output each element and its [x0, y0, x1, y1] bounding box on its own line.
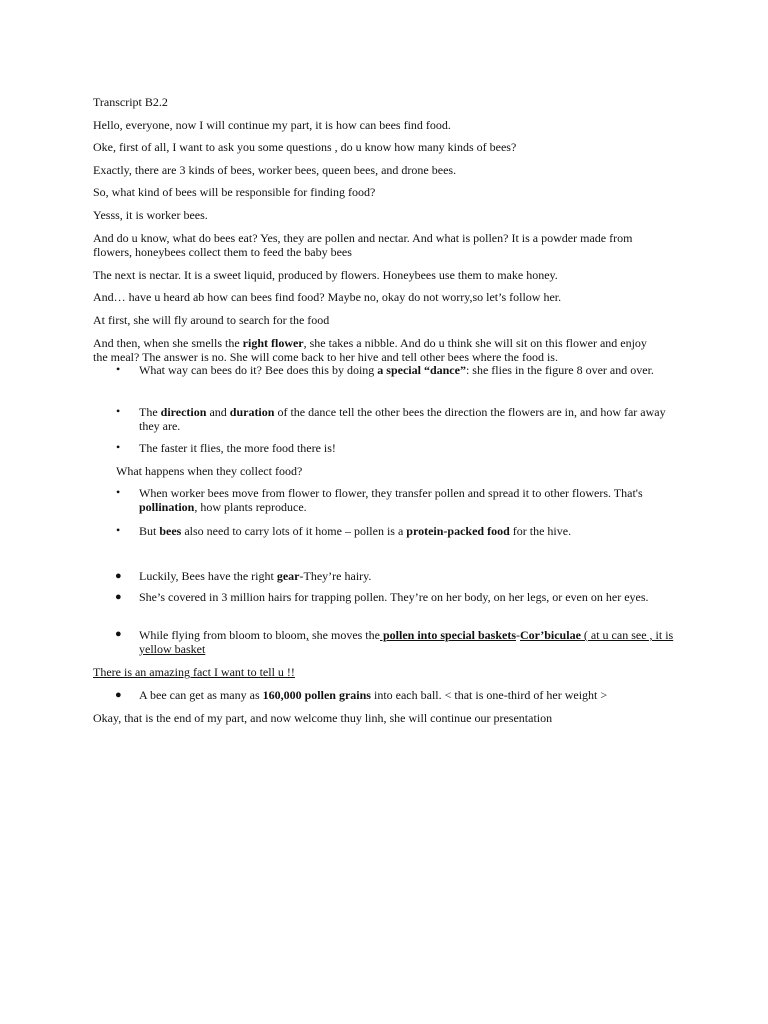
amazing-fact-heading: There is an amazing fact I want to tell u !! [93, 665, 295, 679]
paragraph-question-kinds: Oke, first of all, I want to ask you some questions , do u know how many kinds of bees? [93, 140, 517, 154]
list-item-gear: Luckily, Bees have the right gear-They’re hairy. [139, 569, 372, 583]
list-item-faster: The faster it flies, the more food there is! [139, 441, 336, 455]
paragraph-pollen: And do u know, what do bees eat? Yes, they are pollen and nectar. And what is pollen? It is a powder made from flowers, honeybees collect them to feed the baby bees [93, 231, 633, 259]
bullet-marker: • [116, 523, 121, 537]
paragraph-question-food: So, what kind of bees will be responsible for finding food? [93, 185, 376, 199]
bullet-marker: • [116, 404, 121, 418]
paragraph-fly-around: At first, she will fly around to search for the food [93, 313, 330, 327]
bullet-marker: • [116, 362, 121, 376]
paragraph-intro: Hello, everyone, now I will continue my part, it is how can bees find food. [93, 118, 451, 132]
list-item-direction: The direction and duration of the dance tell the other bees the direction the flowers are in, and how far away they are. [139, 405, 666, 433]
paragraph-worker-bees: Yesss, it is worker bees. [93, 208, 208, 222]
paragraph-closing: Okay, that is the end of my part, and now welcome thuy linh, she will continue our presentation [93, 711, 553, 725]
bullet-marker: ● [115, 570, 122, 582]
bullet-marker: ● [115, 628, 122, 640]
paragraph-right-flower: And then, when she smells the right flower, she takes a nibble. And do u think she will sit on this flower and enjoy the meal? The answer is no. She will come back to her hive and tell other bees where the food is. [93, 336, 647, 364]
list-item-hairs: She’s covered in 3 million hairs for trapping pollen. They’re on her body, on her legs, or even on her eyes. [139, 590, 649, 604]
list-item-pollen-grains: A bee can get as many as 160,000 pollen grains into each ball. < that is one-third of her weight > [139, 688, 608, 702]
list-item-protein: But bees also need to carry lots of it home – pollen is a protein-packed food for the hive. [139, 524, 572, 538]
paragraph-find-food: And… have u heard ab how can bees find food? Maybe no, okay do not worry,so let’s follow her. [93, 290, 562, 304]
bullet-marker: ● [115, 591, 122, 603]
bullet-marker: • [116, 440, 121, 454]
list-item-dance: What way can bees do it? Bee does this by doing a special “dance”: she flies in the figure 8 over and over. [139, 363, 654, 377]
list-item-baskets: While flying from bloom to bloom, she moves the pollen into special baskets-Cor’biculae ( at u can see , it is yellow basket [139, 628, 674, 656]
bullet-marker: ● [115, 689, 122, 701]
bullet-marker: • [116, 485, 121, 499]
paragraph-kinds-answer: Exactly, there are 3 kinds of bees, worker bees, queen bees, and drone bees. [93, 163, 457, 177]
document-title: Transcript B2.2 [93, 95, 168, 109]
paragraph-nectar: The next is nectar. It is a sweet liquid, produced by flowers. Honeybees use them to make honey. [93, 268, 558, 282]
question-collect-food: What happens when they collect food? [116, 464, 303, 478]
list-item-pollination: When worker bees move from flower to flower, they transfer pollen and spread it to other flowers. That's pollination, how plants reproduce. [139, 486, 643, 514]
